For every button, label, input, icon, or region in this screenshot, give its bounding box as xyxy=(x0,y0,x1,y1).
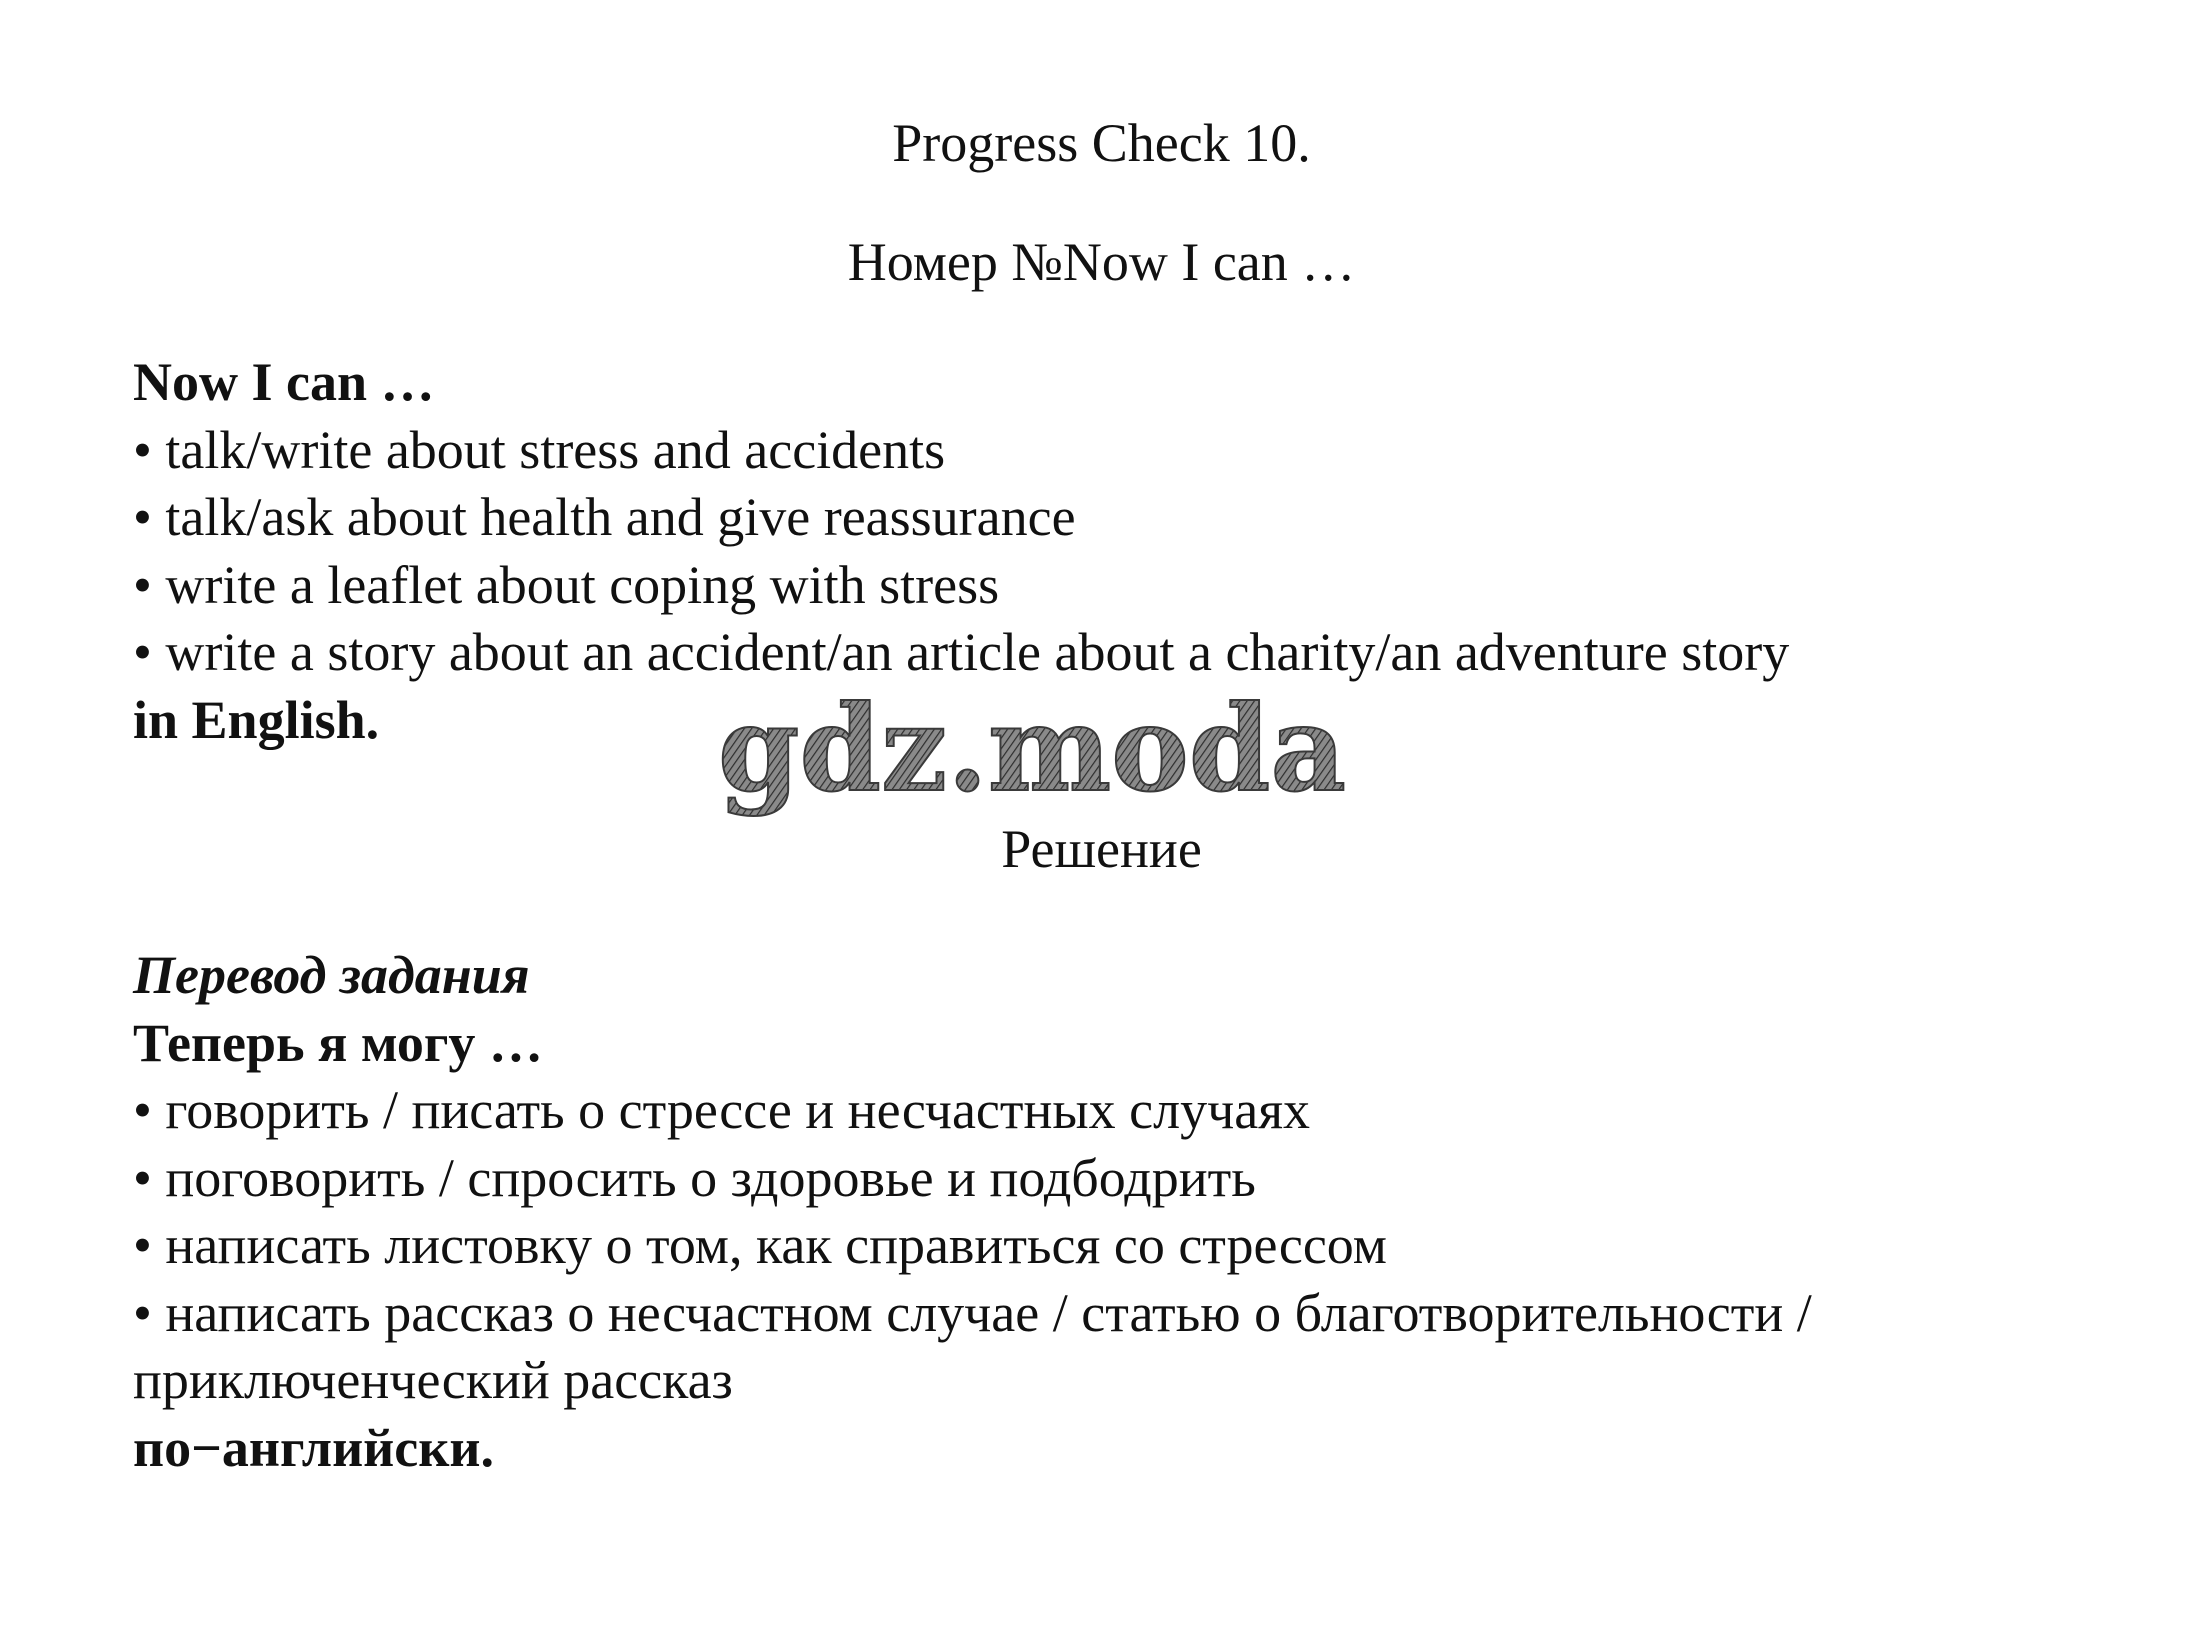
solution-label: Решение xyxy=(1001,819,1202,879)
page-title: Progress Check 10. xyxy=(892,113,1311,173)
translation-heading: Теперь я могу … xyxy=(133,1012,543,1073)
translation-section xyxy=(133,942,2083,1482)
english-item: • talk/ask about health and give reassurance xyxy=(133,487,1076,547)
english-item: • write a leaflet about coping with stress xyxy=(133,554,1000,615)
translation-item-continuation: приключенческий рассказ xyxy=(133,1350,733,1410)
translation-footer: по−английски. xyxy=(133,1417,494,1478)
translation-item: • написать листовку о том, как справиться со стрессом xyxy=(133,1215,1387,1275)
english-heading: Now I can … xyxy=(133,352,435,412)
translation-item: • написать рассказ о несчастном случае / статью о благотворительности / xyxy=(133,1282,1812,1343)
translation-item: • поговорить / спросить о здоровье и подбодрить xyxy=(133,1147,1256,1208)
task-number: Номер №Now I can … xyxy=(847,232,1356,292)
translation-item: • говорить / писать о стрессе и несчастных случаях xyxy=(133,1080,1311,1140)
watermark-text: gdz.moda xyxy=(718,690,1346,818)
english-item: • write a story about an accident/an article about a charity/an adventure story xyxy=(133,622,1790,682)
watermark-logo xyxy=(712,690,1352,840)
translation-label: Перевод задания xyxy=(133,945,530,1005)
english-footer: in English. xyxy=(133,689,380,750)
english-item: • talk/write about stress and accidents xyxy=(133,419,946,480)
